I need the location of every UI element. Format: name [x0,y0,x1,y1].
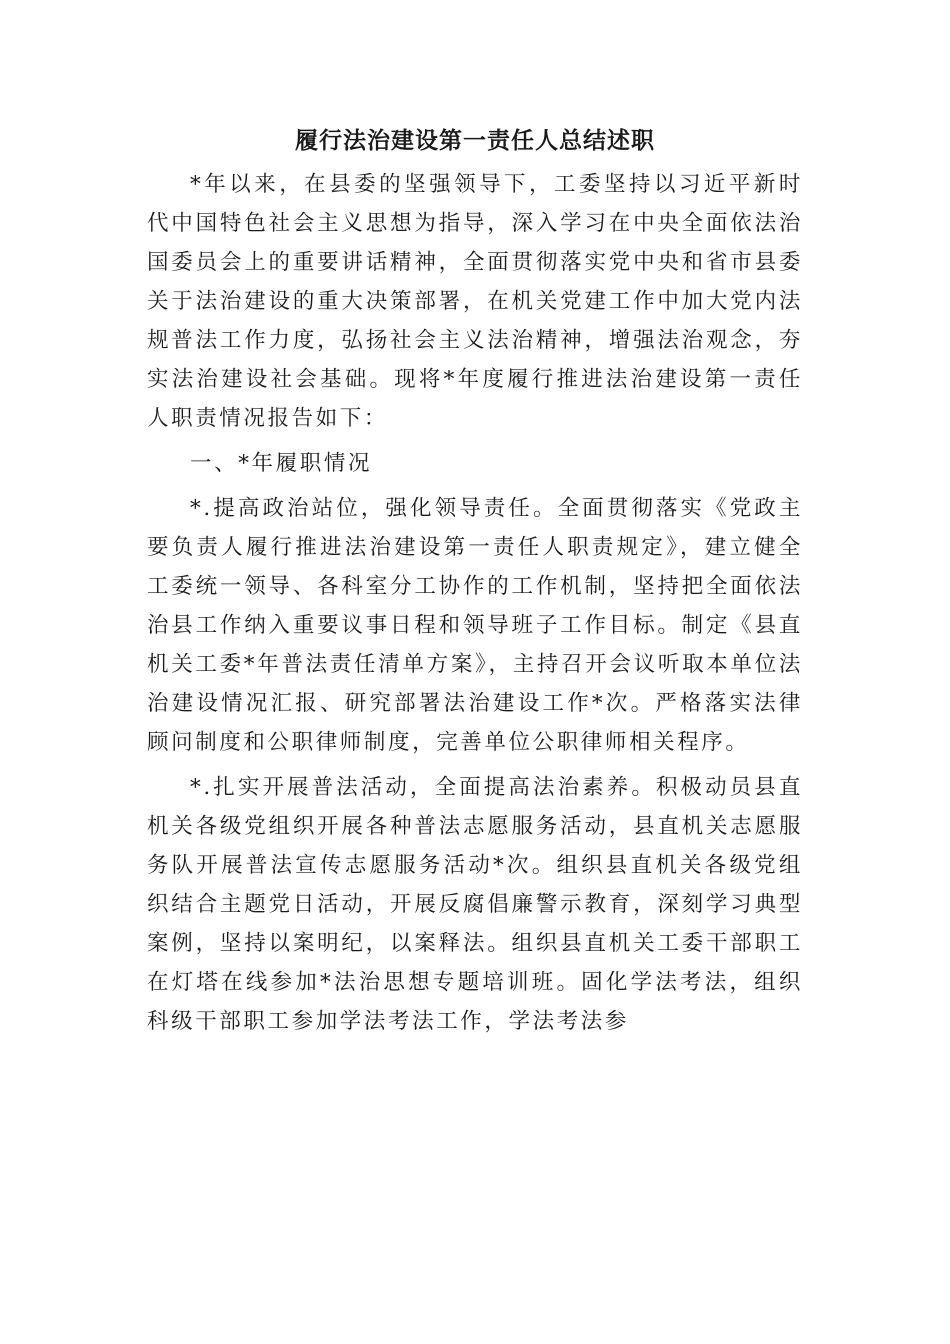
intro-paragraph: *年以来，在县委的坚强领导下，工委坚持以习近平新时代中国特色社会主义思想为指导，深入学习在中央全面依法治国委员会上的重要讲话精神，全面贯彻落实党中央和省市县委关于法治建设的重大决策部署，在机关党建工作中加大党内法规普法工作力度，弘扬社会主义法治精神，增强法治观念，夯实法治建设社会基础。现将*年度履行推进法治建设第一责任人职责情况报告如下： [147,172,803,431]
section-heading: 一、*年履职情况 [190,451,373,476]
item-paragraph-1: *.提高政治站位，强化领导责任。全面贯彻落实《党政主要负责人履行推进法治建设第一责任人职责规定》，建立健全工委统一领导、各科室分工协作的工作机制，坚持把全面依法治县工作纳入重要议事日程和领导班子工作目标。制定《县直机关工委*年普法责任清单方案》，主持召开会议听取本单位法治建设情况汇报、研究部署法治建设工作*次。严格落实法律顾问制度和公职律师制度，完善单位公职律师相关程序。 [147,496,803,755]
document-title: 履行法治建设第一责任人总结述职 [295,127,655,154]
item-paragraph-2: *.扎实开展普法活动，全面提高法治素养。积极动员县直机关各级党组织开展各种普法志愿服务活动，县直机关志愿服务队开展普法宣传志愿服务活动*次。组织县直机关各级党组织结合主题党日活动，开展反腐倡廉警示教育，深刻学习典型案例，坚持以案明纪，以案释法。组织县直机关工委干部职工在灯塔在线参加*法治思想专题培训班。固化学法考法，组织科级干部职工参加学法考法工作，学法考法参 [147,775,803,1034]
document-body [147,165,803,1041]
